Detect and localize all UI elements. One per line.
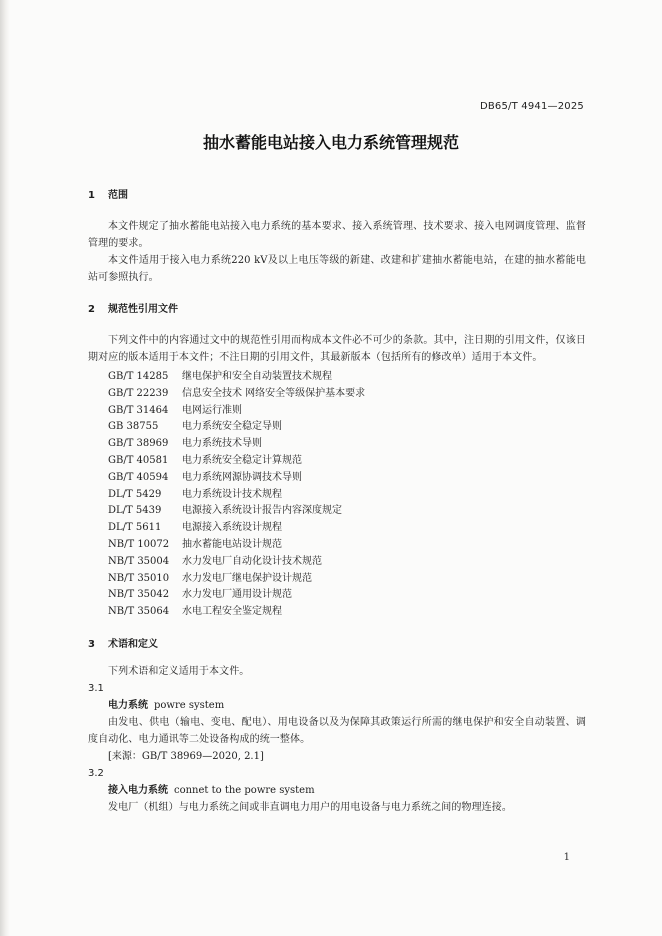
reference-item bbox=[108, 554, 586, 571]
reference-title: 水力发电厂自动化设计技术规范 bbox=[182, 555, 322, 567]
reference-item bbox=[108, 386, 586, 403]
term-heading bbox=[88, 782, 586, 799]
term-number: 3.1 bbox=[88, 682, 104, 694]
reference-title: 水力发电厂继电保护设计规范 bbox=[182, 572, 312, 584]
section-heading-references bbox=[88, 300, 586, 320]
term-name-zh: 接入电力系统 bbox=[108, 784, 168, 796]
section-heading-scope bbox=[88, 186, 586, 206]
reference-item bbox=[108, 503, 586, 520]
reference-title: 电力系统安全稳定计算规范 bbox=[182, 454, 302, 466]
reference-title: 水电工程安全鉴定规程 bbox=[182, 606, 282, 618]
reference-title: 电源接入系统设计规程 bbox=[182, 522, 282, 534]
reference-title: 继电保护和安全自动装置技术规程 bbox=[182, 371, 332, 382]
reference-title: 电网运行准则 bbox=[182, 404, 242, 416]
reference-item bbox=[108, 470, 586, 487]
term-name-en: connet to the powre system bbox=[174, 784, 315, 796]
reference-title: 信息安全技术 网络安全等级保护基本要求 bbox=[182, 387, 366, 399]
reference-item bbox=[108, 604, 586, 621]
reference-item bbox=[108, 403, 586, 420]
reference-code: GB/T 31464 bbox=[108, 404, 169, 416]
reference-title: 电力系统网源协调技术导则 bbox=[182, 471, 302, 483]
reference-title: 电源接入系统设计报告内容深度规定 bbox=[182, 505, 342, 517]
reference-title: 电力系统安全稳定导则 bbox=[182, 421, 282, 433]
document-title: 抽水蓄能电站接入电力系统管理规范 bbox=[202, 133, 459, 152]
reference-code: GB/T 38969 bbox=[108, 438, 169, 450]
section-title: 范围 bbox=[107, 190, 128, 201]
reference-title: 电力系统技术导则 bbox=[182, 438, 262, 450]
term-definition: 发电厂（机组）与电力系统之间或非直调电力用户的用电设备与电力系统之间的物理连接。 bbox=[108, 801, 512, 813]
section-title: 术语和定义 bbox=[107, 638, 158, 650]
reference-item bbox=[108, 587, 586, 604]
reference-code: NB/T 35004 bbox=[108, 555, 170, 567]
term-definition: 由发电、供电（输电、变电、配电）、用电设备以及为保障其政策运行所需的继电保护和安全自动装置、调度自动化、电力通讯等二处设备构成的统一整体。 bbox=[88, 716, 586, 745]
terms-intro: 下列术语和定义适用于本文件。 bbox=[108, 665, 250, 677]
reference-title: 水力发电厂通用设计规范 bbox=[182, 589, 292, 601]
reference-code: GB/T 14285 bbox=[108, 371, 169, 382]
term-number: 3.2 bbox=[88, 767, 104, 779]
reference-code: GB/T 40594 bbox=[108, 471, 169, 483]
reference-code: DL/T 5429 bbox=[108, 488, 162, 500]
reference-code: NB/T 35042 bbox=[108, 589, 170, 601]
reference-code: NB/T 10072 bbox=[108, 538, 170, 550]
references-intro: 下列文件中的内容通过文中的规范性引用而构成本文件必不可少的条款。其中，注日期的引用文件，仅该日期对应的版本适用于本文件；不注日期的引用文件，其最新版本（包括所有的修改单）适用于本文件。 bbox=[88, 335, 586, 363]
reference-item bbox=[108, 453, 586, 470]
term-source: [来源：GB/T 38969—2020, 2.1] bbox=[108, 750, 264, 762]
term-name-en: powre system bbox=[154, 699, 225, 711]
reference-code: GB 38755 bbox=[108, 421, 159, 433]
reference-list bbox=[108, 369, 586, 621]
reference-code: GB/T 22239 bbox=[108, 387, 169, 399]
reference-item bbox=[108, 571, 586, 588]
scope-paragraph: 本文件规定了抽水蓄能电站接入电力系统的基本要求、接入系统管理、技术要求、接入电网调度管理、监督管理的要求。 bbox=[88, 221, 586, 249]
term-heading bbox=[88, 697, 586, 714]
reference-code: NB/T 35010 bbox=[108, 572, 170, 584]
scope-paragraph: 本文件适用于接入电力系统220 kV及以上电压等级的新建、改建和扩建抽水蓄能电站，在建的抽水蓄能电站可参照执行。 bbox=[88, 255, 586, 283]
reference-code: NB/T 35064 bbox=[108, 606, 170, 618]
reference-code: DL/T 5611 bbox=[108, 522, 162, 534]
reference-code: DL/T 5439 bbox=[108, 505, 162, 517]
reference-item bbox=[108, 537, 586, 554]
section-number: 1 bbox=[88, 190, 95, 201]
reference-title: 抽水蓄能电站设计规范 bbox=[182, 538, 282, 550]
reference-item bbox=[108, 419, 586, 436]
section-title: 规范性引用文件 bbox=[107, 304, 178, 315]
section-heading-terms bbox=[88, 635, 586, 655]
reference-item bbox=[108, 487, 586, 504]
reference-code: GB/T 40581 bbox=[108, 454, 169, 466]
reference-item bbox=[108, 520, 586, 537]
document-body bbox=[88, 186, 586, 816]
page-number: 1 bbox=[563, 852, 570, 863]
reference-item bbox=[108, 436, 586, 453]
reference-title: 电力系统设计技术规程 bbox=[182, 488, 282, 500]
document-code: DB65/T 4941—2025 bbox=[479, 101, 584, 112]
term-name-zh: 电力系统 bbox=[108, 699, 148, 711]
section-number: 2 bbox=[88, 304, 95, 315]
section-number: 3 bbox=[88, 638, 95, 650]
reference-item bbox=[108, 369, 586, 386]
